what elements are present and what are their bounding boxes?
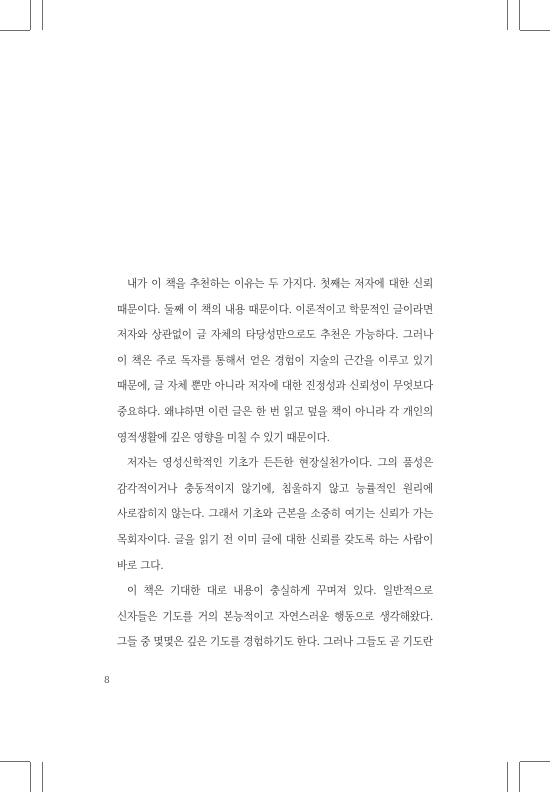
- crop-mark: [520, 30, 550, 31]
- crop-mark: [507, 0, 508, 30]
- crop-mark: [0, 30, 30, 31]
- crop-mark: [520, 761, 550, 762]
- crop-mark: [519, 762, 520, 792]
- paragraph-1: 내가 이 책을 추천하는 이유는 두 가지다. 첫째는 저자에 대한 신뢰 때문이다. 둘째 이 책의 내용 때문이다. 이론적이고 학문적인 글이라면 저자와 상관없이 글 자체의 타당성만으로도 추천은 가능하다. 그러나 이 책은 주로 독자를 통해서 얻은 경험이 지술의 근간을 이루고 있기 때문에, 글 자체 뿐만 아니라 저자에 대한 진정성과 신뢰성이 무엇보다 중요하다. 왜냐하면 이런 글은 한 번 읽고 덮을 책이 아니라 각 개인의 영적생활에 깊은 영향을 미칠 수 있기 때문이다.: [117, 278, 433, 444]
- crop-mark: [30, 762, 31, 792]
- paragraph-3: 이 책은 기대한 대로 내용이 충실하게 꾸며져 있다. 일반적으로 신자들은 기도를 거의 본능적이고 자연스러운 행동으로 생각해왔다. 그들 중 몇몇은 깊은 기도를 경험하기도 한다. 그러나 그들도 곧 기도란: [117, 585, 433, 649]
- crop-mark: [519, 0, 520, 30]
- crop-mark: [507, 762, 508, 792]
- crop-mark: [42, 762, 43, 792]
- crop-mark: [42, 0, 43, 30]
- crop-mark: [30, 0, 31, 30]
- page-number: 8: [104, 676, 110, 686]
- body-text: [117, 272, 433, 656]
- crop-mark: [0, 761, 30, 762]
- paragraph-2: 저자는 영성신학적인 기초가 든든한 현장실천가이다. 그의 품성은 감각적이거나 충동적이지 않기에, 침울하지 않고 능률적인 원리에 사로잡히지 않는다. 그래서 기초와 근본을 소중히 여기는 신뢰가 가는 목회자이다. 글을 읽기 전 이미 글에 대한 신뢰를 갖도록 하는 사람이 바로 그다.: [117, 457, 433, 572]
